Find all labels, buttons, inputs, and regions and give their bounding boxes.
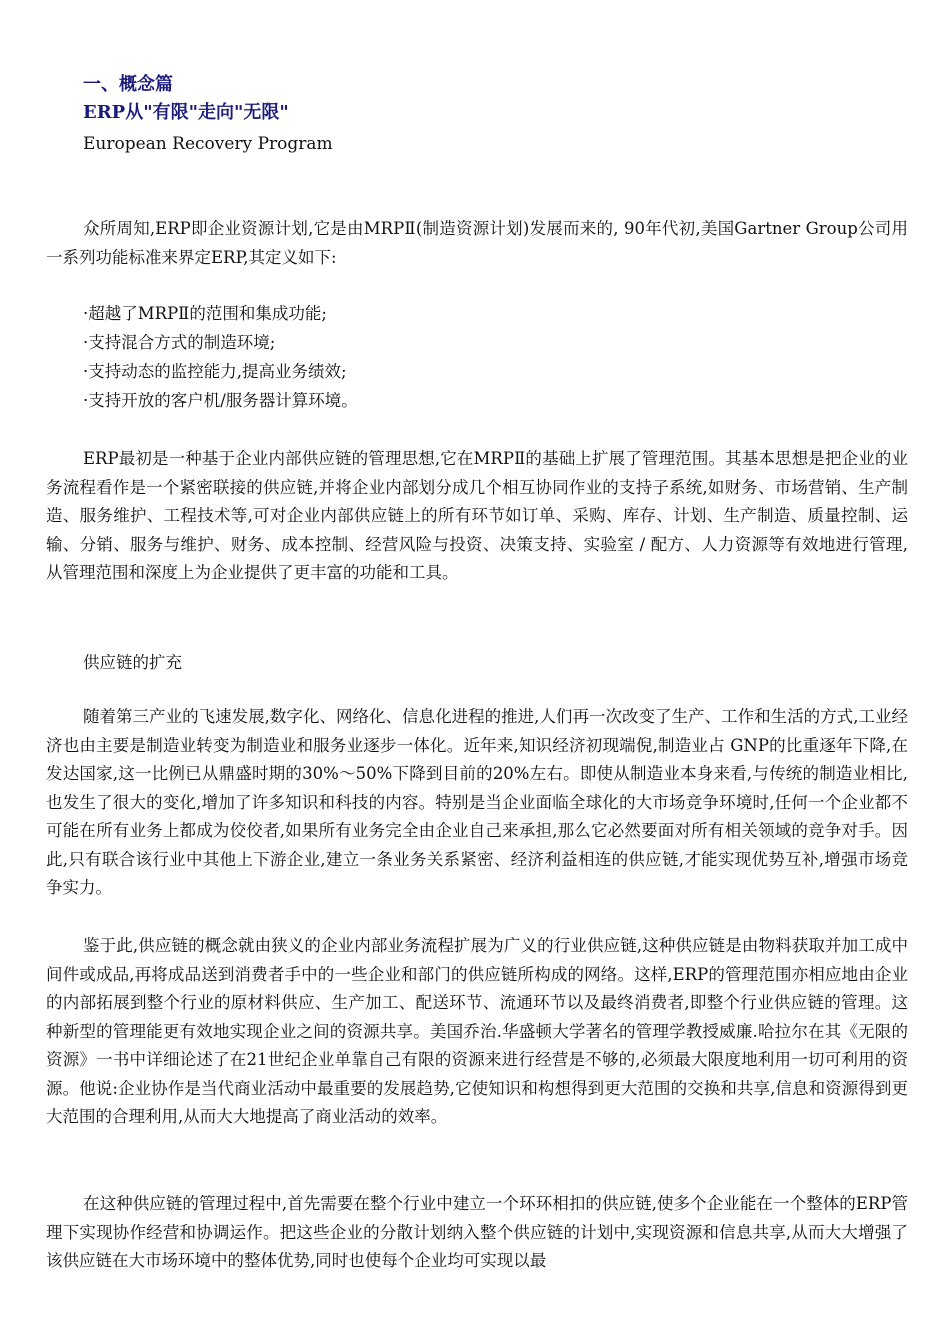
erp-paragraph: ERP最初是一种基于企业内部供应链的管理思想,它在MRPⅡ的基础上扩展了管理范围。其基本思想是把企业的业务流程看作是一个紧密联接的供应链,并将企业内部划分成几个相互协同作业的支持子系统,如财务、市场营销、生产制造、服务维护、工程技术等,可对企业内部供应链上的所有环节如订单、采购、库存、计划、生产制造、质量控制、运输、分销、服务与维护、财务、成本控制、经营风险与投资、决策支持、实验室 / 配方、人力资源等有效地进行管理,从管理范围和深度上为企业提供了更丰富的功能和工具。 (46, 449, 908, 582)
supply-chain-paragraph-2: 鉴于此,供应链的概念就由狭义的企业内部业务流程扩展为广义的行业供应链,这种供应链是由物料获取并加工成中间件或成品,再将成品送到消费者手中的一些企业和部门的供应链所构成的网络。这样,ERP的管理范围亦相应地由企业的内部拓展到整个行业的原材料供应、生产加工、配送环节、流通环节以及最终消费者,即整个行业供应链的管理。这种新型的管理能更有效地实现企业之间的资源共享。美国乔治.华盛顿大学著名的管理学教授威廉.哈拉尔在其《无限的资源》一书中详细论述了在21世纪企业单靠自己有限的资源来进行经营是不够的,必须最大限度地利用一切可利用的资源。他说:企业协作是当代商业活动中最重要的发展趋势,它使知识和构想得到更大范围的交换和共享,信息和资源得到更大范围的合理利用,从而大大地提高了商业活动的效率。 (46, 936, 908, 1126)
definition-bullet-1: ·超越了MRPⅡ的范围和集成功能; (83, 304, 327, 323)
definition-bullet-2: ·支持混合方式的制造环境; (83, 333, 276, 352)
article-subtitle: European Recovery Program (83, 134, 333, 154)
intro-paragraph: 众所周知,ERP即企业资源计划,它是由MRPⅡ(制造资源计划)发展而来的, 90年代初,美国Gartner Group公司用一系列功能标准来界定ERP,其定义如下: (46, 219, 908, 267)
article-title: ERP从"有限"走向"无限" (83, 102, 289, 123)
supply-chain-paragraph-1: 随着第三产业的飞速发展,数字化、网络化、信息化进程的推进,人们再一次改变了生产、工作和生活的方式,工业经济也由主要是制造业转变为制造业和服务业逐步一体化。近年来,知识经济初现端倪,制造业占 GNP的比重逐年下降,在发达国家,这一比例已从鼎盛时期的30%～50%下降到目前的20%左右。即使从制造业本身来看,与传统的制造业相比,也发生了很大的变化,增加了许多知识和科技的内容。特别是当企业面临全球化的大市场竞争环境时,任何一个企业都不可能在所有业务上都成为佼佼者,如果所有业务完全由企业自己来承担,那么它必然要面对所有相关领域的竞争对手。因此,只有联合该行业中其他上下游企业,建立一条业务关系紧密、经济利益相连的供应链,才能实现优势互补,增强市场竞争实力。 (46, 707, 908, 897)
definition-bullet-4: ·支持开放的客户机/服务器计算环境。 (83, 391, 358, 410)
definition-bullet-3: ·支持动态的监控能力,提高业务绩效; (83, 362, 347, 381)
supply-chain-paragraph-3: 在这种供应链的管理过程中,首先需要在整个行业中建立一个环环相扣的供应链,使多个企业能在一个整体的ERP管理下实现协作经营和协调运作。把这些企业的分散计划纳入整个供应链的计划中,实现资源和信息共享,从而大大增强了该供应链在大市场环境中的整体优势,同时也使每个企业均可实现以最 (46, 1194, 908, 1270)
chapter-heading: 一、概念篇 (83, 74, 173, 95)
section-heading-supply-chain: 供应链的扩充 (83, 653, 182, 672)
